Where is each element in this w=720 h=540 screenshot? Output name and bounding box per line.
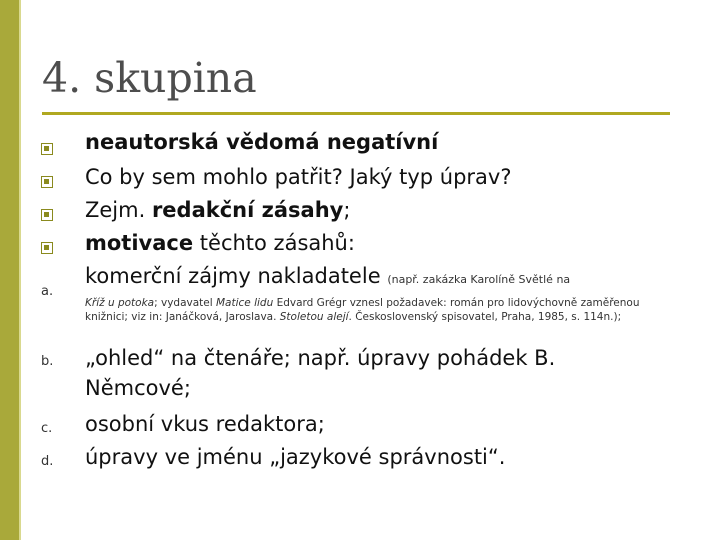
note-text-2: ; vydavatel bbox=[154, 297, 216, 309]
bullet-text-3-prefix: Zejm. bbox=[85, 198, 152, 222]
bullet-text-4-suffix: těchto zásahů: bbox=[193, 231, 355, 255]
left-accent-bar bbox=[0, 0, 19, 540]
square-bullet-icon bbox=[41, 209, 53, 221]
sub-item-a-note bbox=[85, 296, 665, 324]
bullet-text-3-bold: redakční zásahy bbox=[151, 198, 344, 222]
bullet-text-3 bbox=[85, 198, 350, 222]
note-title-1: Kříž u potoka bbox=[85, 297, 155, 309]
left-accent-edge bbox=[19, 0, 21, 540]
slide-title: 4. skupina bbox=[42, 54, 257, 102]
bullet-text-4-bold: motivace bbox=[85, 231, 194, 255]
square-bullet-icon bbox=[41, 242, 53, 254]
sub-item-a bbox=[85, 264, 570, 288]
sub-item-b-line2: Němcové; bbox=[85, 376, 191, 400]
bullet-text-4 bbox=[85, 231, 355, 255]
square-bullet-icon bbox=[41, 143, 53, 155]
title-underline bbox=[42, 112, 670, 115]
sub-item-b-line1: „ohled“ na čtenáře; např. úpravy pohádek B. bbox=[85, 346, 556, 370]
list-marker-c: c. bbox=[41, 421, 53, 436]
list-marker-b: b. bbox=[41, 354, 54, 369]
bullet-text-3-suffix: ; bbox=[343, 198, 351, 222]
list-marker-d: d. bbox=[41, 454, 54, 469]
note-title-3: Matice lidu bbox=[216, 297, 274, 309]
bullet-text-2: Co by sem mohlo patřit? Jaký typ úprav? bbox=[85, 165, 512, 189]
sub-item-c: osobní vkus redaktora; bbox=[85, 412, 325, 436]
bullet-text-1: neautorská vědomá negatívní bbox=[85, 130, 439, 154]
note-title-5: Stoletou alejí bbox=[279, 311, 349, 323]
sub-item-d: úpravy ve jménu „jazykové správnosti“. bbox=[85, 445, 506, 469]
note-text-4: Edvard Grégr vznesl požadavek: román pro lidovýchovně zaměřenou knižnici; viz in: Janáčková, Jaroslava. bbox=[85, 297, 640, 323]
sub-item-a-small: (např. zakázka Karolíně Světlé na bbox=[387, 273, 571, 286]
sub-item-a-text: komerční zájmy nakladatele bbox=[85, 264, 381, 288]
square-bullet-icon bbox=[41, 176, 53, 188]
note-text-6: . Československý spisovatel, Praha, 1985, s. 114n.); bbox=[348, 311, 622, 323]
list-marker-a: a. bbox=[41, 284, 54, 299]
